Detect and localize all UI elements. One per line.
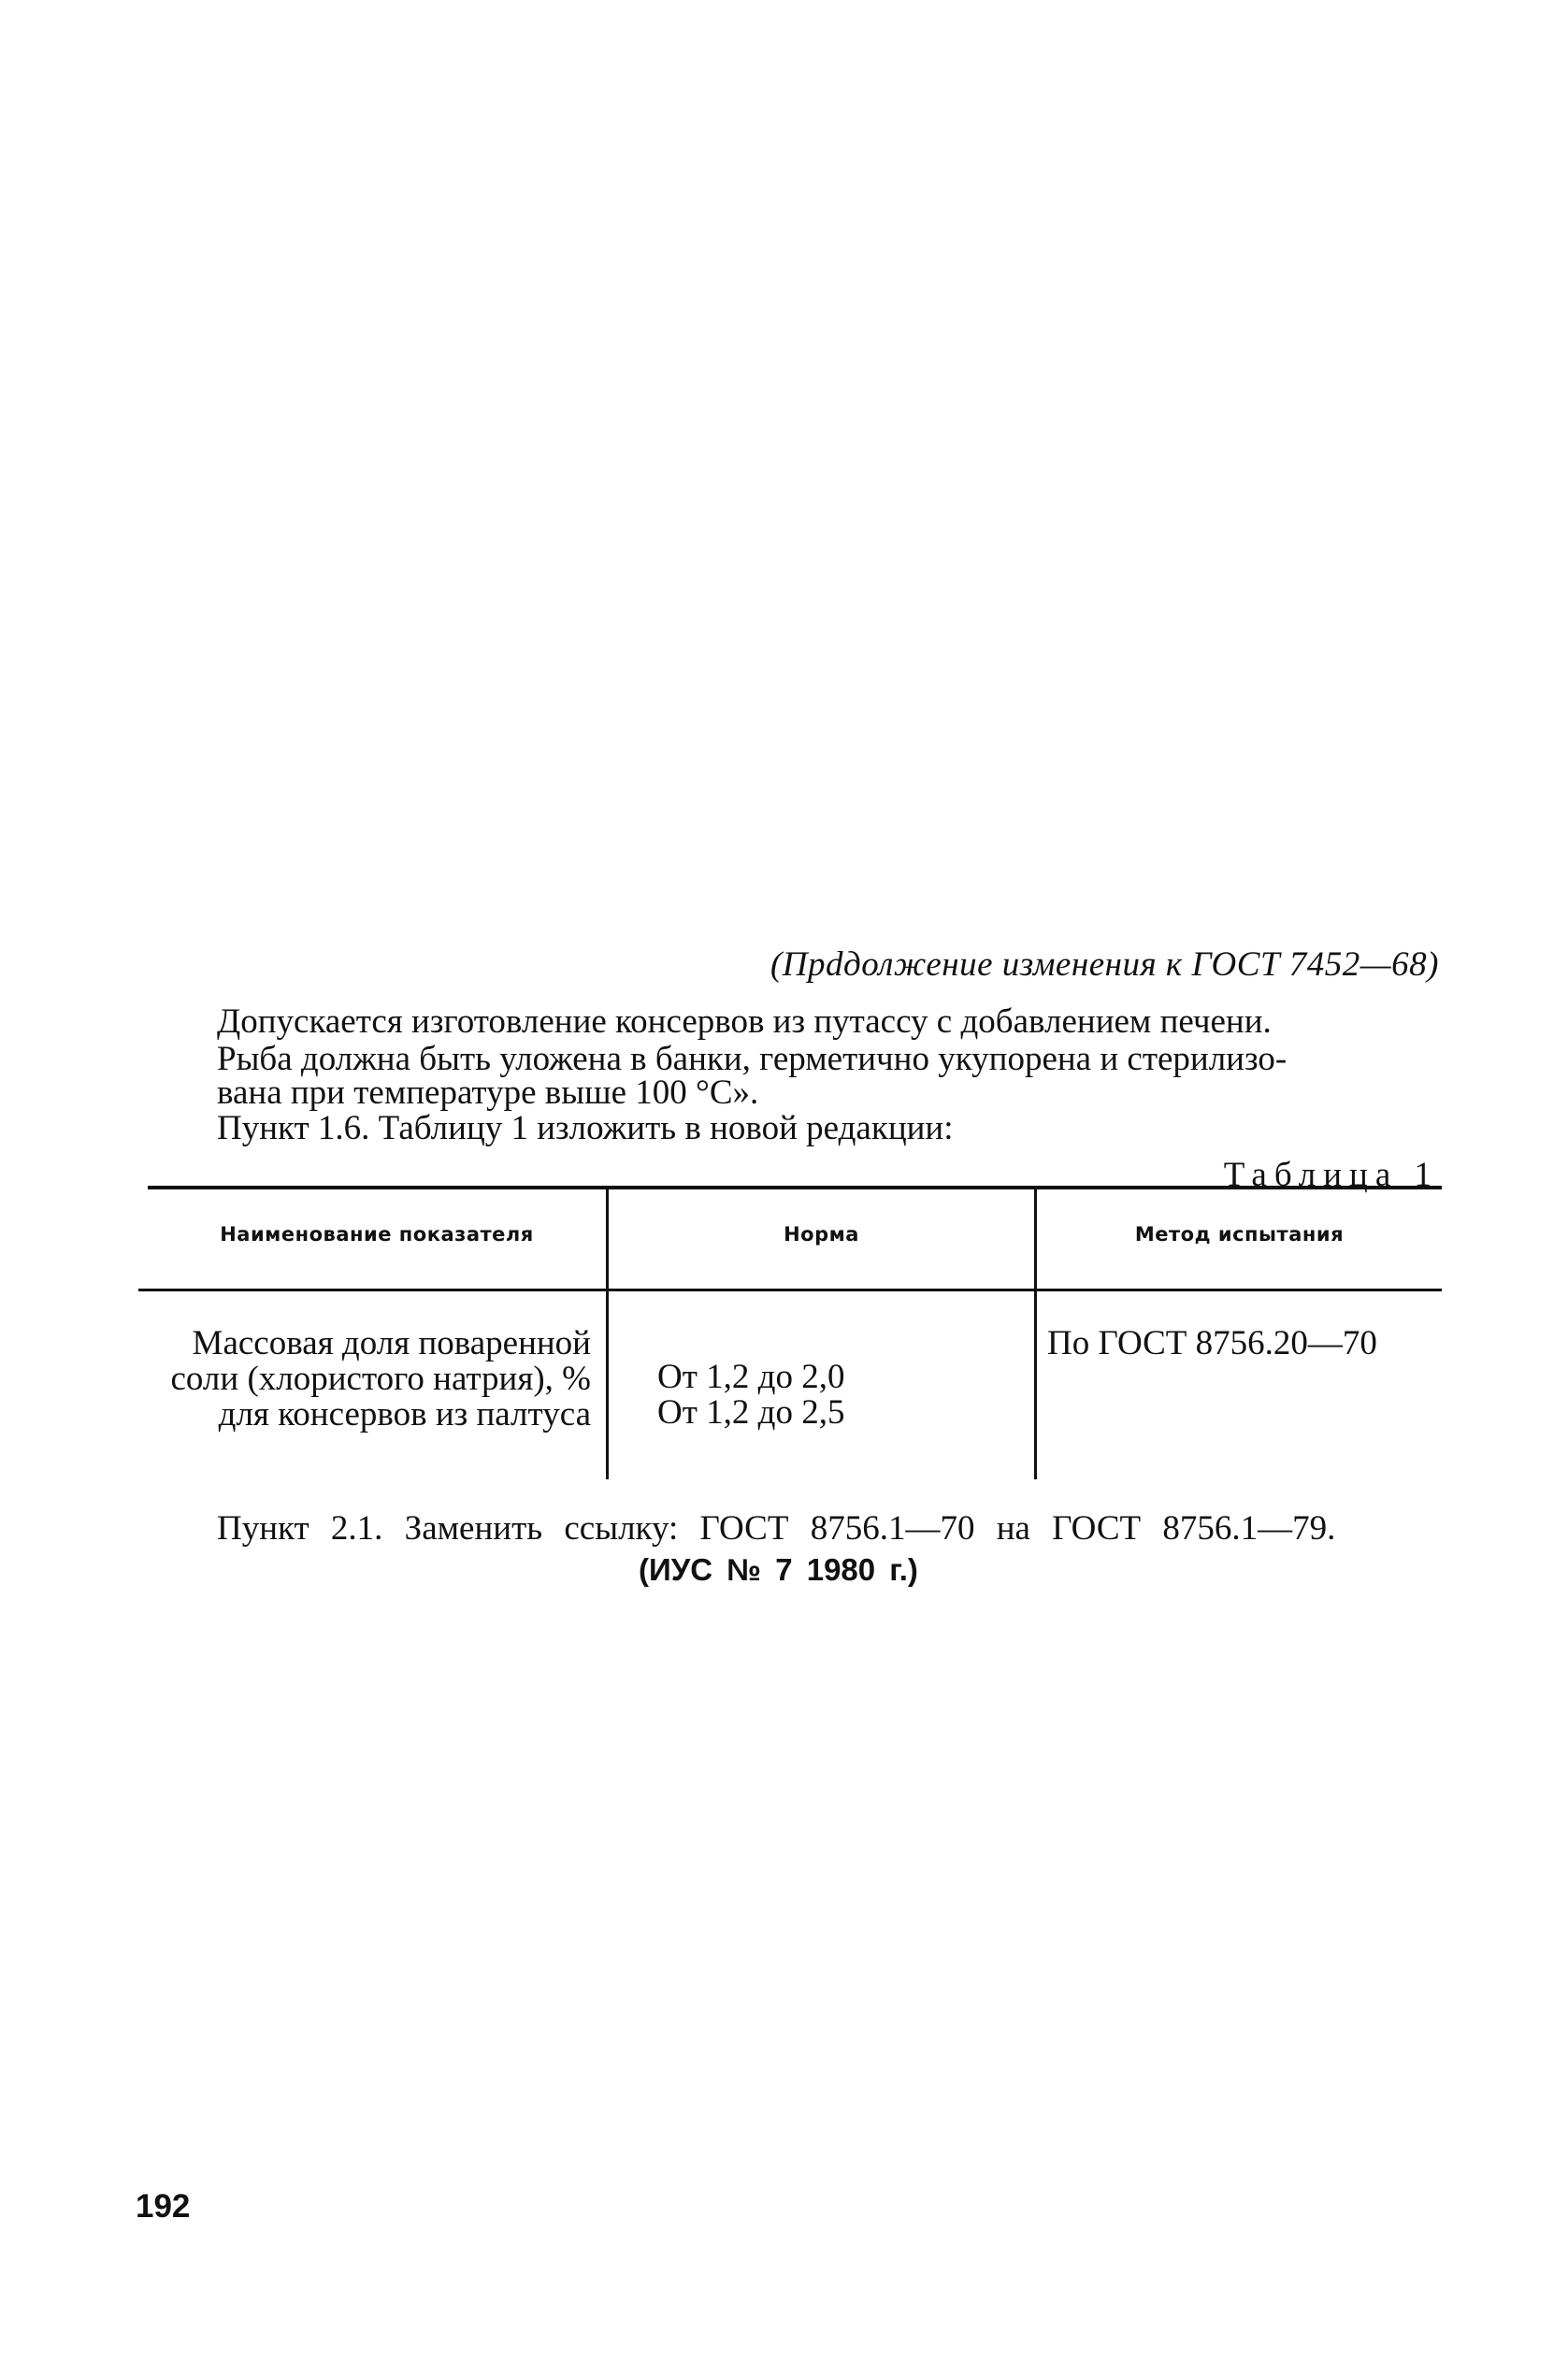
- paragraph-liver: Допускается изготовление консервов из путассу с добавлением печени.: [217, 1002, 1272, 1041]
- ius-reference: (ИУС № 7 1980 г.): [639, 1552, 918, 1587]
- column-header-norm: Норма: [784, 1223, 859, 1246]
- table-cell-norm: От 1,2 до 2,0 От 1,2 до 2,5: [657, 1358, 845, 1432]
- column-header-method: Метод испытания: [1134, 1223, 1345, 1246]
- paragraph-packing-line1: Рыба должна быть уложена в банки, герметично укупорена и стерилизо-: [217, 1040, 1287, 1078]
- page-number: 192: [136, 2188, 191, 2225]
- table-cell-name: Массовая доля поваренной соли (хлористого натрия), % для консервов из палтуса: [170, 1324, 591, 1434]
- table-top-rule: [148, 1186, 1442, 1189]
- paragraph-table-instruction: Пункт 1.6. Таблицу 1 изложить в новой редакции:: [217, 1109, 954, 1147]
- column-header-name: Наименование показателя: [220, 1223, 534, 1246]
- table-header-rule: [138, 1289, 1442, 1291]
- paragraph-reference-replace: Пункт 2.1. Заменить ссылку: ГОСТ 8756.1—70 на ГОСТ 8756.1—79.: [217, 1509, 1336, 1548]
- data-table: [138, 1186, 1442, 1494]
- paragraph-packing-line2: вана при температуре выше 100 °С».: [217, 1073, 759, 1112]
- continuation-header: (Прdдолжение изменения к ГОСТ 7452—68): [770, 945, 1439, 984]
- table-caption: Таблица 1: [1223, 1156, 1439, 1194]
- table-cell-method: По ГОСТ 8756.20—70: [1047, 1324, 1377, 1362]
